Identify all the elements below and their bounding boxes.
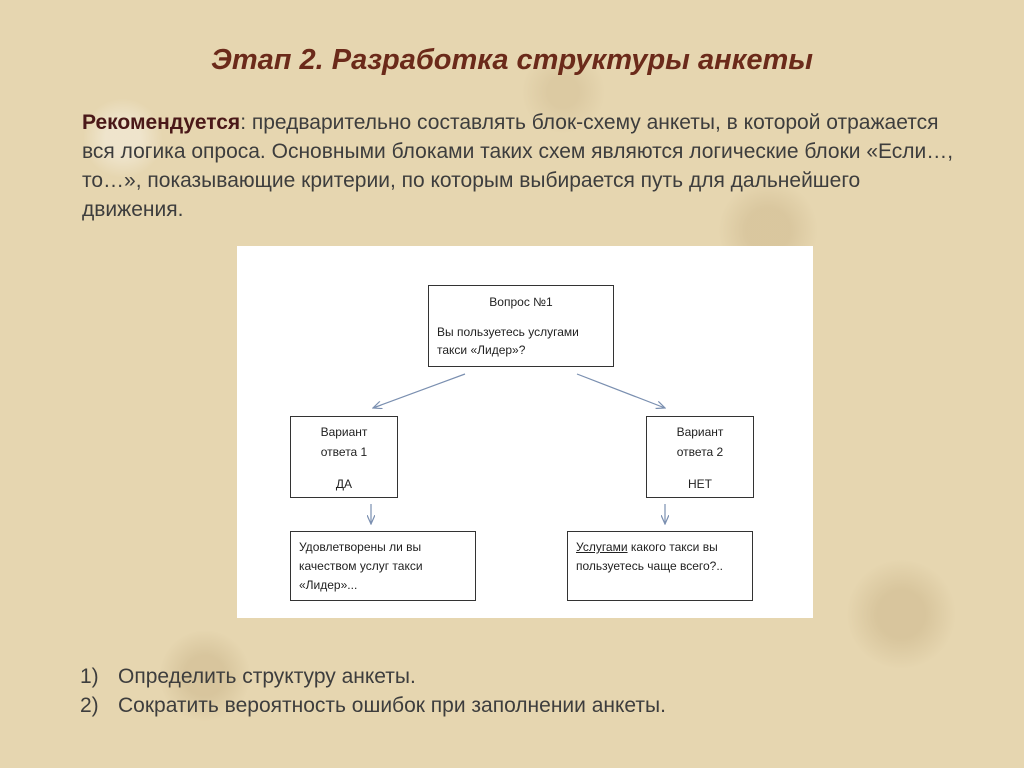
- option2-answer: НЕТ: [688, 477, 712, 491]
- option2-line2: ответа 2: [676, 445, 724, 459]
- arrow-to-option2: [577, 374, 665, 408]
- intro-paragraph: [82, 108, 962, 224]
- intro-keyword: Рекомендуется: [82, 111, 241, 134]
- list-item-number: 1): [80, 665, 99, 688]
- option1-answer: ДА: [335, 477, 353, 491]
- intro-text: : предварительно составлять блок-схему анкеты, в которой отражается вся логика опроса. Основными блоками таких схем являются логические блоки «Если…, то…», показывающие критерии, по которым выбирается путь для дальнейшего движения.: [82, 111, 954, 221]
- followup1-line3: «Лидер»...: [299, 578, 358, 592]
- arrow-to-option1: [373, 374, 465, 408]
- followup1-line2: качеством услуг такси: [299, 559, 423, 573]
- followup2-line2: пользуетесь чаще всего?..: [576, 559, 724, 573]
- list-item-text: Определить структуру анкеты.: [118, 665, 416, 688]
- question-text-line1: Вы пользуетесь услугами: [437, 325, 579, 339]
- list-item: [80, 691, 666, 720]
- question-text-line2: такси «Лидер»?: [437, 343, 526, 357]
- list-item-number: 2): [80, 694, 99, 717]
- flowchart: [237, 246, 813, 618]
- option1-line2: ответа 1: [320, 445, 368, 459]
- list-item: [80, 662, 666, 691]
- followup1-box: [290, 531, 476, 601]
- option2-box: [646, 416, 754, 498]
- option1-box: [290, 416, 398, 498]
- followup2-line1-rest: какого такси вы: [627, 540, 718, 554]
- followup2-box: [567, 531, 753, 601]
- option2-line1: Вариант: [676, 425, 724, 439]
- option1-line1: Вариант: [320, 425, 368, 439]
- list-item-text: Сократить вероятность ошибок при заполнении анкеты.: [118, 694, 666, 717]
- goals-list: [80, 662, 666, 720]
- followup1-line1: Удовлетворены ли вы: [299, 540, 422, 554]
- question-title: Вопрос №1: [489, 295, 553, 309]
- followup2-line1-underlined: Услугами: [576, 540, 628, 554]
- question-box: [428, 285, 614, 367]
- slide-title: Этап 2. Разработка структуры анкеты: [210, 44, 814, 76]
